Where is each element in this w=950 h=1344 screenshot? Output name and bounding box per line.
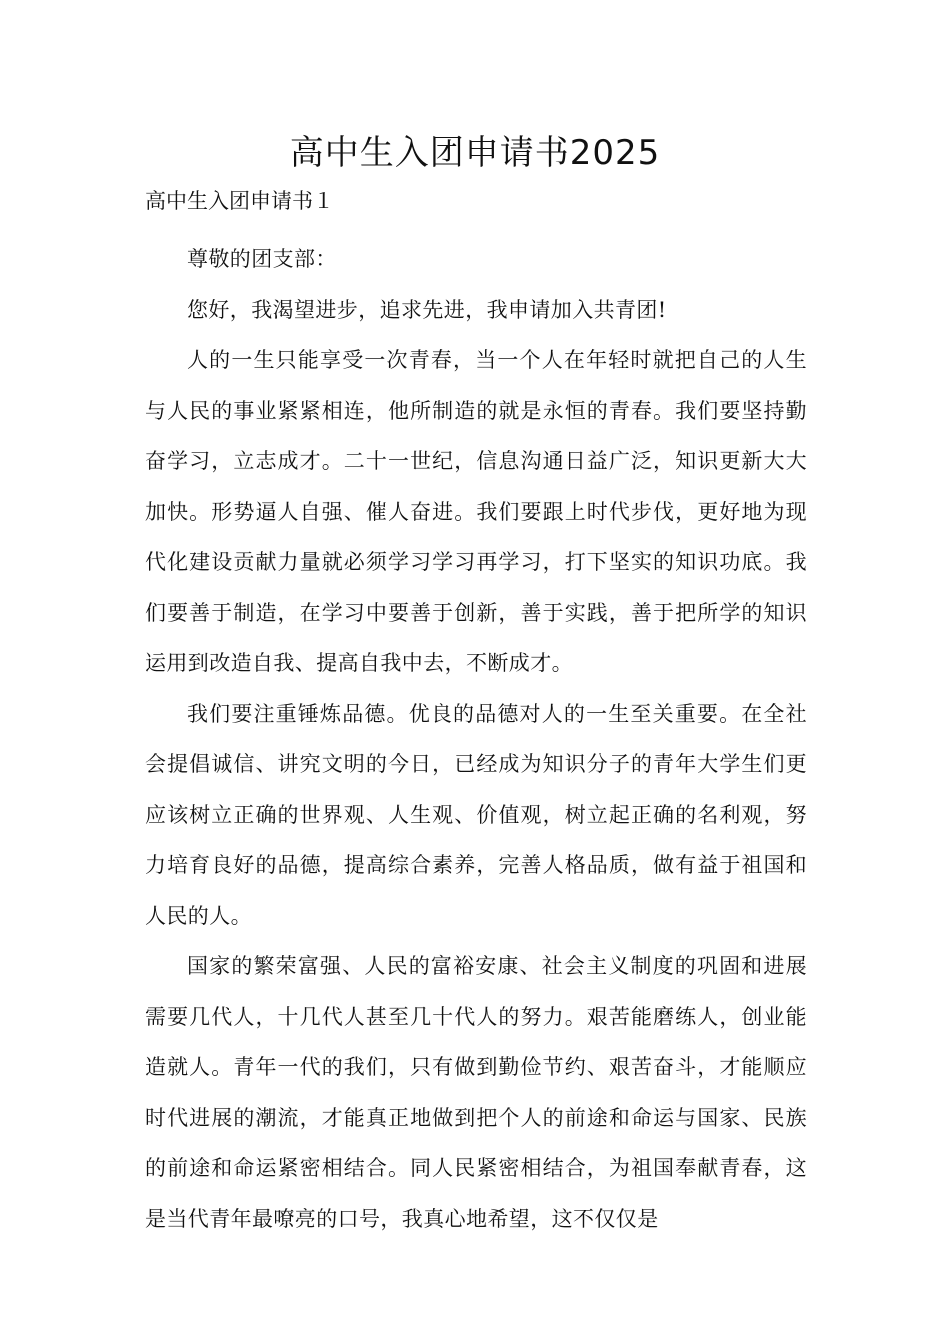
body-paragraph: 人的一生只能享受一次青春，当一个人在年轻时就把自己的人生与人民的事业紧紧相连，他所制造的就是永恒的青春。我们要坚持勤奋学习，立志成才。二十一世纪，信息沟通日益广泛，知识更新大大加快。形势逼人自强、催人奋进。我们要跟上时代步伐，更好地为现代化建设贡献力量就必须学习学习再学习，打下坚实的知识功底。我们要善于制造，在学习中要善于创新，善于实践，善于把所学的知识运用到改造自我、提高自我中去，不断成才。 (145, 348, 807, 675)
document-body (145, 234, 807, 1244)
document-title: 高中生入团申请书2025 (289, 133, 661, 173)
body-paragraph: 国家的繁荣富强、人民的富裕安康、社会主义制度的巩固和进展需要几代人，十几代人甚至几十代人的努力。艰苦能磨练人，创业能造就人。青年一代的我们，只有做到勤俭节约、艰苦奋斗，才能顺应时代进展的潮流，才能真正地做到把个人的前途和命运与国家、民族的前途和命运紧密相结合。同人民紧密相结合，为祖国奉献青春，这是当代青年最嘹亮的口号，我真心地希望，这不仅仅是 (145, 954, 807, 1231)
salutation: 尊敬的团支部： (187, 247, 337, 271)
body-paragraph: 我们要注重锤炼品德。优良的品德对人的一生至关重要。在全社会提倡诚信、讲究文明的今日，已经成为知识分子的青年大学生们更应该树立正确的世界观、人生观、价值观，树立起正确的名利观，努力培育良好的品德，提高综合素养，完善人格品质，做有益于祖国和人民的人。 (145, 701, 807, 928)
document-subtitle: 高中生入团申请书１ (145, 189, 334, 213)
greeting-paragraph: 您好，我渴望进步，追求先进，我申请加入共青团! (187, 297, 667, 322)
